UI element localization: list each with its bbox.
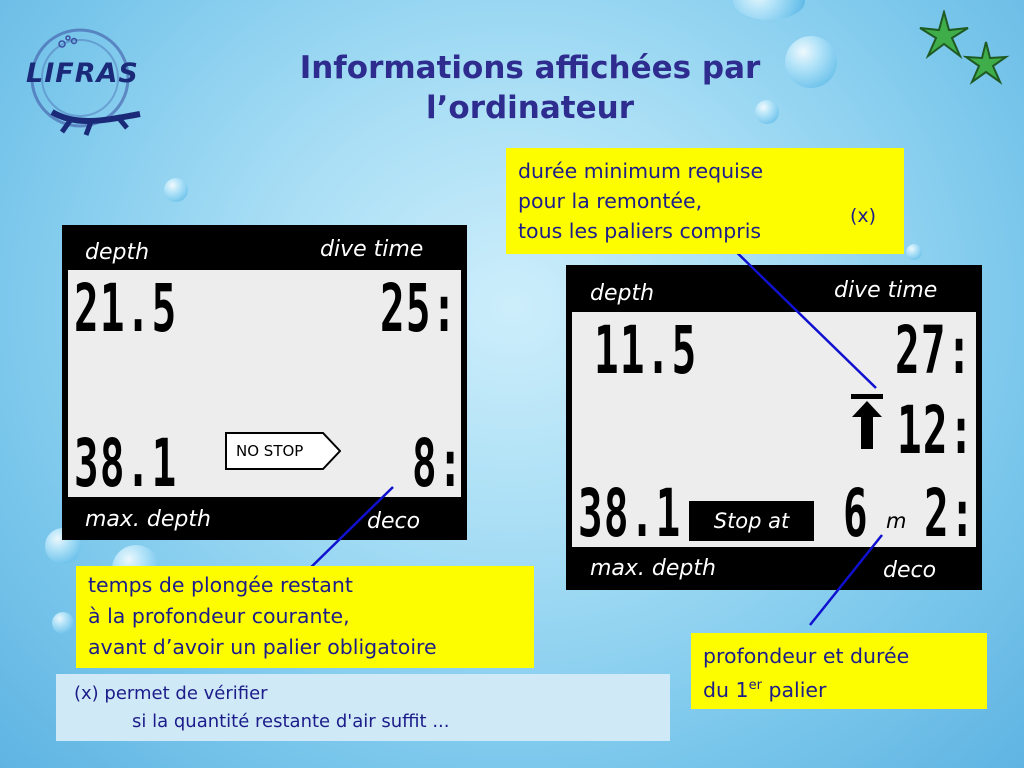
note-line: à la profondeur courante,	[88, 604, 350, 628]
note-line: temps de plongée restant	[88, 573, 353, 597]
title-line-1: Informations affichées par	[299, 50, 761, 86]
left-max-depth-label: max. depth	[85, 507, 211, 532]
note-line: durée minimum requise	[518, 159, 764, 183]
logo-text: LIFRAS	[26, 58, 139, 89]
note-line: pour la remontée,	[518, 189, 703, 213]
right-stop-time-value: 2:	[924, 475, 976, 552]
no-stop-label: NO STOP	[236, 442, 304, 460]
connector-line-ascent	[722, 238, 876, 388]
right-dive-time-value: 27:	[895, 312, 973, 389]
left-deco-label: deco	[367, 509, 421, 534]
connector-line-stop	[810, 535, 882, 625]
left-dive-time-label: dive time	[320, 237, 424, 262]
right-stop-unit: m	[886, 509, 907, 533]
footnote-line-1: (x) permet de vérifier	[74, 683, 268, 704]
note-minimum-ascent-time	[506, 148, 904, 254]
note-line: avant d’avoir un palier obligatoire	[88, 635, 437, 659]
left-max-depth-value: 38.1	[74, 425, 178, 502]
right-depth-label: depth	[590, 281, 655, 306]
right-deco-label: deco	[883, 558, 937, 583]
left-depth-value: 21.5	[74, 270, 178, 347]
right-dive-time-label: dive time	[834, 278, 938, 303]
left-deco-value: 8:	[412, 425, 464, 502]
note-first-stop	[691, 633, 987, 709]
left-dive-time-value: 25:	[380, 270, 458, 347]
right-max-depth-label: max. depth	[590, 556, 716, 581]
right-max-depth-value: 38.1	[578, 475, 682, 552]
right-depth-value: 11.5	[594, 312, 698, 389]
right-ascent-time-value: 12:	[897, 392, 975, 469]
note-line: du 1er palier	[703, 677, 827, 702]
note-line: profondeur et durée	[703, 644, 910, 668]
title-line-2: l’ordinateur	[426, 90, 634, 126]
right-stop-depth-value: 6	[843, 475, 869, 552]
note-remaining-dive-time	[76, 566, 534, 668]
stop-at-label: Stop at	[689, 501, 814, 541]
connector-line-deco	[300, 487, 393, 578]
footnote-box	[56, 674, 670, 741]
left-depth-label: depth	[85, 240, 150, 265]
footnote-line-2: si la quantité restante d'air suffit ...	[132, 711, 450, 732]
note-line: tous les paliers compris	[518, 219, 762, 243]
note-marker: (x)	[850, 205, 877, 227]
